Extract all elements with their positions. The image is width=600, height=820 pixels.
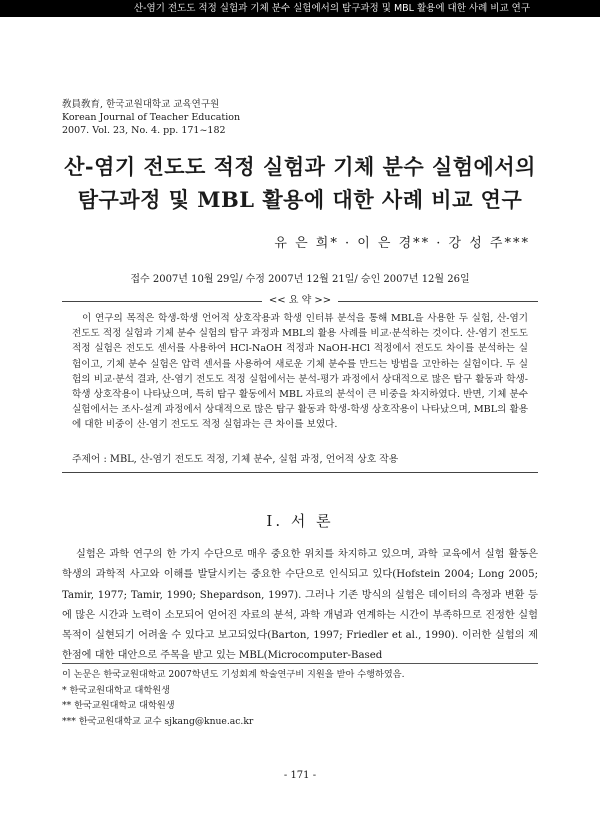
journal-name-english: Korean Journal of Teacher Education xyxy=(62,112,241,123)
abstract-heading-label: << 요 약 >> xyxy=(268,295,332,306)
authors: 유 은 희* · 이 은 경** · 강 성 주*** xyxy=(274,236,530,251)
footnote-author-1: * 한국교원대학교 대학원생 xyxy=(62,684,171,696)
journal-info xyxy=(62,98,240,137)
body-text xyxy=(62,545,538,667)
abstract xyxy=(72,311,528,433)
page-number: - 171 - xyxy=(283,770,317,781)
body-paragraph: 실험은 과학 연구의 한 가지 수단으로 매우 중요한 위치를 차지하고 있으며, 과학 교육에서 실험 활동은 학생의 과학적 사고와 이해를 발달시키는 중요한 수단으로 인식되고 있다(Hofstein 2004; Long 2005; Tamir, 1977; Tamir, 1990; Shepardson, 1997). 그러나 기존 방식의 실험은 데이터의 측정과 변환 등에 많은 시간과 노력이 소모되어 얻어진 자료의 분석, 과학 개념과 연계하는 시간이 부족하므로 진정한 실험 목적이 실현되기 어려울 수 있다고 보고되었다(Barton, 1997; Friedler et al., 1990). 이러한 실험의 제한점에 대한 대안으로 주목을 받고 있는 MBL(Microcomputer-Based xyxy=(62,549,538,662)
footnote-author-2: ** 한국교원대학교 대학원생 xyxy=(62,700,175,711)
journal-name-korean: 敎員敎育, 한국교원대학교 교육연구원 xyxy=(62,99,220,110)
running-header: 산-염기 전도도 적정 실험과 기체 분수 실험에서의 탐구과정 및 MBL 활용에 대한 사례 비교 연구 xyxy=(0,0,600,17)
keywords: 주제어 : MBL, 산-염기 전도도 적정, 기체 분수, 실험 과정, 언어적 상호 작용 xyxy=(72,454,399,465)
footnote-author-3: *** 한국교원대학교 교수 sjkang@knue.ac.kr xyxy=(62,715,254,727)
paper-title xyxy=(30,150,570,216)
abstract-heading xyxy=(62,294,538,308)
section-title: Ⅰ. 서 론 xyxy=(266,512,334,530)
abstract-text: 이 연구의 목적은 학생-학생 언어적 상호작용과 학생 인터뷰 분석을 통해 MBL을 사용한 두 실험, 산-염기 전도도 적정 실험과 기체 분수 실험의 탐구 과정과 MBL의 활용 사례를 비교·분석하는 것이다. 산-염기 전도도 적정 실험은 전도도 센서를 사용하여 HCl-NaOH 적정과 NaOH-HCl 적정에서 전도도 차이를 분석하는 실험이고, 기체 분수 실험은 압력 센서를 사용하여 새로운 기체 분수를 만드는 방법을 고안하는 실험이다. 두 실험의 비교·분석 결과, 산-염기 전도도 적정 실험에서는 분석-평가 과정에서 상대적으로 많은 탐구 활동과 학생-학생 상호작용이 나타났으며, 특히 탐구 활동에서 MBL 자료의 분석이 큰 비중을 차지하였다. 반면, 기체 분수 실험에서는 조사-설계 과정에서 상대적으로 많은 탐구 활동과 학생-학생 상호작용이 나타났으며, MBL의 활용에 대한 비중이 산-염기 전도도 적정 실험과는 큰 차이를 보였다. xyxy=(72,313,528,431)
submission-dates: 접수 2007년 10월 29일/ 수정 2007년 12월 21일/ 승인 2007년 12월 26일 xyxy=(130,274,470,285)
journal-volume: 2007. Vol. 23, No. 4. pp. 171~182 xyxy=(62,125,226,136)
footnote-funding: 이 논문은 한국교원대학교 2007학년도 기성회계 학술연구비 지원을 받아 수행하였음. xyxy=(62,669,405,680)
footnote-divider xyxy=(62,663,538,664)
keywords-divider xyxy=(62,472,538,473)
paper-title-line-1: 산-염기 전도도 적정 실험과 기체 분수 실험에서의 xyxy=(64,154,536,179)
paper-title-line-2: 탐구과정 및 MBL 활용에 대한 사례 비교 연구 xyxy=(77,187,523,212)
abstract-heading-rule-right xyxy=(338,301,538,302)
footnotes xyxy=(62,667,405,729)
